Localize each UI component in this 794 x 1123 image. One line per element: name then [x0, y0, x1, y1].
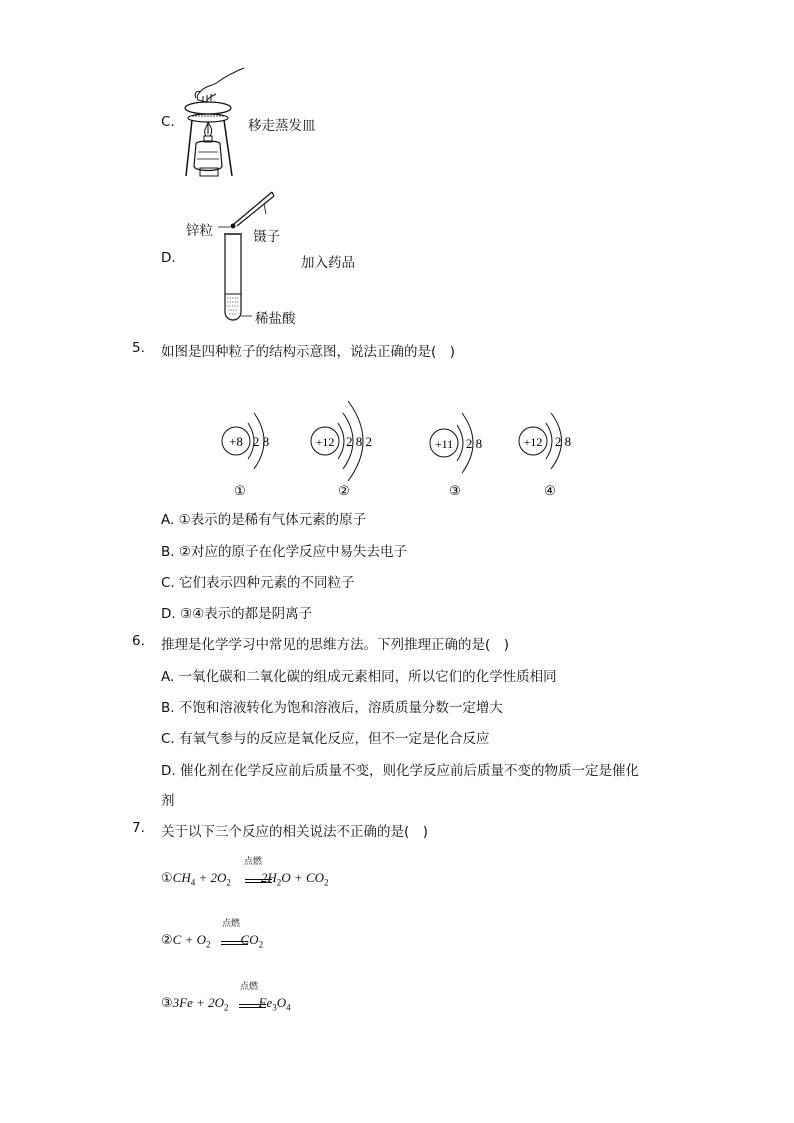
eq3-label: ③ — [161, 996, 173, 1011]
particle-4-shells: 2 8 — [554, 434, 572, 449]
particle-3-nucleus: +11 — [434, 437, 454, 451]
particle-1-shells: 2 8 — [252, 434, 270, 449]
q6-option-a[interactable]: A. 一氧化碳和二氧化碳的组成元素相同，所以它们的化学性质相同 — [161, 669, 557, 685]
q7-number: 7. — [132, 820, 145, 836]
q5-number: 5. — [132, 340, 145, 356]
particle-1-label: ① — [234, 483, 246, 498]
eq1-sign — [245, 879, 272, 883]
q4-option-d-letter: D. — [161, 250, 176, 266]
tweezers-label: 镊子 — [253, 229, 280, 245]
q7-stem: 关于以下三个反应的相关说法不正确的是( ) — [161, 824, 429, 840]
zinc-label: 锌粒 — [186, 223, 213, 239]
q5-option-b[interactable]: B. ②对应的原子在化学反应中易失去电子 — [161, 544, 407, 560]
eq2-sign — [221, 941, 248, 945]
q4-option-d-label: 加入药品 — [301, 255, 355, 271]
q6-option-d-continued: 剂 — [161, 793, 175, 809]
particle-2-label: ② — [338, 483, 350, 498]
q5-option-d[interactable]: D. ③④表示的都是阴离子 — [161, 606, 313, 622]
particle-3-shells: 2 8 — [465, 436, 483, 451]
particle-1 — [222, 413, 269, 498]
particle-structure-diagram — [210, 395, 600, 505]
q6-option-d[interactable]: D. 催化剂在化学反应前后质量不变，则化学反应前后质量不变的物质一定是催化 — [161, 763, 639, 779]
equation-1: $①CH_4 + 2O_2$ $2H_2O + CO_2$ — [161, 870, 329, 888]
particle-3-label: ③ — [449, 483, 461, 498]
eq2-label: ② — [161, 933, 173, 948]
particle-2-shells: 2 8 2 — [346, 434, 372, 449]
eq3-sign — [239, 1004, 266, 1008]
q5-option-c[interactable]: C. 它们表示四种元素的不同粒子 — [161, 575, 355, 591]
eq1-label: ① — [161, 871, 173, 886]
q4-option-c-label: 移走蒸发皿 — [248, 118, 316, 134]
q5-stem: 如图是四种粒子的结构示意图，说法正确的是( ) — [161, 344, 456, 360]
q4-option-c-letter: C. — [161, 114, 175, 130]
eq2-condition: 点燃 — [222, 919, 241, 929]
q5-option-a[interactable]: A. ①表示的是稀有气体元素的原子 — [161, 512, 367, 528]
eq1-condition: 点燃 — [244, 857, 263, 867]
particle-4-label: ④ — [544, 483, 556, 498]
q6-option-b[interactable]: B. 不饱和溶液转化为饱和溶液后，溶质质量分数一定增大 — [161, 700, 503, 716]
particle-1-nucleus: +8 — [229, 434, 243, 449]
particle-4-nucleus: +12 — [523, 435, 543, 449]
q6-number: 6. — [132, 633, 145, 649]
eq3-condition: 点燃 — [240, 982, 259, 992]
acid-label: 稀盐酸 — [255, 311, 296, 327]
particle-3 — [430, 413, 482, 498]
q6-option-c[interactable]: C. 有氧气参与的反应是氧化反应，但不一定是化合反应 — [161, 731, 490, 747]
particle-2 — [311, 401, 372, 498]
q6-stem: 推理是化学学习中常见的思维方法。下列推理正确的是( ) — [161, 637, 510, 653]
evaporating-dish-illustration — [178, 64, 248, 182]
particle-2-nucleus: +12 — [315, 435, 335, 449]
particle-4 — [519, 413, 571, 498]
equation-2: ②C + $O_2$ $CO_2$ — [161, 932, 264, 950]
equation-3: ③3Fe + $2O_2$ $Fe_3O_4$ — [161, 995, 291, 1013]
